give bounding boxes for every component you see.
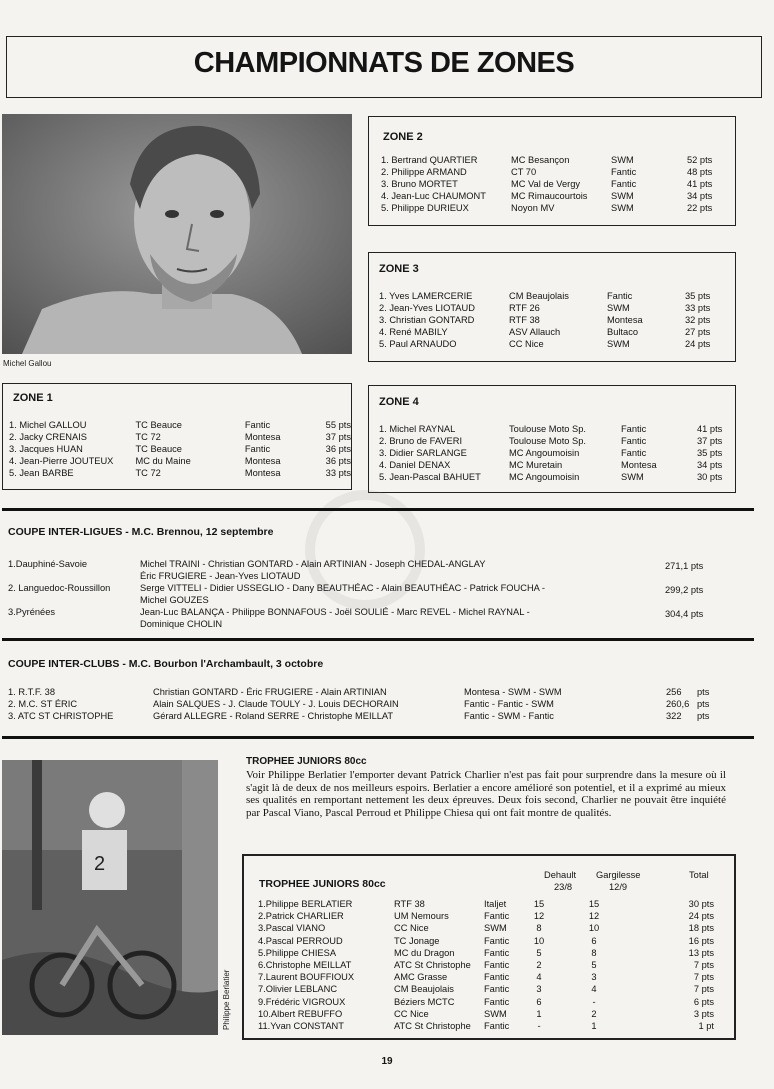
trophee-bike: Fantic [484, 960, 510, 970]
trophee-rider: 4.Pascal PERROUD [258, 935, 343, 946]
zone-club: TC 72 [135, 468, 161, 478]
trophee-total: 16 pts [688, 935, 714, 946]
club-score: 256 [666, 687, 682, 697]
club-unit: pts [697, 687, 710, 697]
trophee-rider: 7.Olivier LEBLANC [258, 984, 338, 995]
club-unit: pts [697, 699, 710, 709]
zone-bike: Bultaco [607, 327, 639, 337]
zone1-table [9, 419, 351, 479]
zone-bike: Montesa [244, 432, 281, 442]
zone-points: 33 pts [685, 303, 711, 313]
zone-club: TC Beauce [135, 420, 182, 430]
section-rule [2, 638, 754, 641]
ligue-riders: Éric FRUGIERE - Jean-Yves LIOTAUD [140, 571, 301, 581]
zone-row [9, 455, 351, 467]
trophee-bike: Fantic [484, 984, 510, 995]
zone-bike: Montesa [621, 460, 657, 470]
zone-points: 30 pts [697, 472, 723, 482]
trophee-rider: 5.Philippe CHIESA [258, 947, 337, 958]
trophee-bike: Fantic [484, 1021, 510, 1031]
zone1-box [2, 383, 352, 490]
trophee-gargilesse: 3 [591, 972, 597, 983]
club-bikes: Fantic - Fantic - SWM [464, 699, 554, 709]
trophee-total: 7 pts [693, 984, 714, 995]
zone-club: CT 70 [511, 167, 537, 177]
zone2-box [368, 116, 736, 226]
trophee-bike: Fantic [484, 935, 510, 946]
trophee-bike: Fantic [484, 972, 510, 983]
zone-rider: 2. Jacky CRENAIS [9, 432, 88, 442]
zone-club: ASV Allauch [509, 327, 561, 337]
trophee-total: 30 pts [688, 899, 714, 909]
trophee-rider: 2.Patrick CHARLIER [258, 911, 344, 922]
club-bikes: Fantic - SWM - Fantic [464, 711, 554, 721]
trophee-table-box [242, 854, 736, 1040]
trophee-dehault: 3 [536, 984, 542, 995]
trophee-rider: 7.Laurent BOUFFIOUX [258, 972, 355, 983]
zone-points: 24 pts [685, 339, 711, 349]
trophee-rider: 11.Yvan CONSTANT [258, 1021, 344, 1031]
zone-row [9, 467, 351, 479]
zone-row [379, 423, 722, 435]
trophee-dehault: 4 [536, 972, 542, 983]
zone-bike: SWM [607, 339, 630, 349]
club-name: 3. ATC ST CHRISTOPHE [8, 711, 114, 721]
zone-bike: Fantic [611, 179, 637, 189]
zone-row [379, 447, 722, 459]
trophee-heading: TROPHEE JUNIORS 80cc [246, 756, 367, 767]
trophee-club: CM Beaujolais [394, 984, 454, 995]
trophee-dehault: - [537, 1021, 541, 1031]
zone-rider: 3. Christian GONTARD [379, 315, 475, 325]
zone-club: TC Beauce [135, 444, 182, 454]
zone-row [379, 459, 722, 471]
zone-bike: Fantic [244, 420, 271, 430]
zone4-box [368, 385, 736, 493]
zone-row [379, 302, 710, 314]
zone1-title: ZONE 1 [13, 392, 53, 404]
zone-rider: 4. Jean-Luc CHAUMONT [381, 191, 486, 201]
zone-points: 33 pts [325, 468, 351, 478]
zone-club: CM Beaujolais [509, 291, 569, 301]
zone-row [381, 190, 712, 202]
trophee-rider: 10.Albert REBUFFO [258, 1008, 343, 1019]
zone-points: 35 pts [697, 448, 723, 458]
ligue-team: 3.Pyrénées [8, 607, 56, 617]
zone-row [381, 166, 712, 178]
zone-rider: 5. Paul ARNAUDO [379, 339, 457, 349]
trophee-dehault: 10 [533, 935, 545, 946]
col-dehault-date: 23/8 [554, 882, 573, 892]
zone-club: Toulouse Moto Sp. [509, 424, 587, 434]
trophee-bike: Italjet [484, 899, 507, 909]
watermark-logo [290, 480, 440, 620]
club-name: 1. R.T.F. 38 [8, 687, 56, 697]
zone-club: Toulouse Moto Sp. [509, 436, 587, 446]
trophee-gargilesse: 10 [588, 923, 600, 934]
zone-points: 41 pts [697, 424, 723, 434]
zone-points: 34 pts [697, 460, 723, 470]
trophee-paragraph: Voir Philippe Berlatier l'emporter devant Patrick Charlier n'est pas fait pour surprendre dans la mesure où il s'agit là de deux de nos meilleurs espoirs. Berlatier a encore amélioré son potentiel, et il a exprimé au mieux ses qualités en remportant nettement les deux épreuves. Deux fois second, Charlier ne pouvait être inquiété par Pascal Viano, Pascal Perroud et Philippe Chiesa qui ont fait montre de qualités. [246, 769, 726, 819]
coupe-clubs-title: COUPE INTER-CLUBS - M.C. Bourbon l'Archambault, 3 octobre [8, 658, 324, 670]
trophee-total: 1 pt [698, 1021, 714, 1031]
zone-club: MC du Maine [135, 456, 191, 466]
zone2-title: ZONE 2 [383, 131, 423, 143]
coupe-ligues-title: COUPE INTER-LIGUES - M.C. Brennou, 12 septembre [8, 526, 274, 538]
zone-bike: Fantic [244, 444, 271, 454]
zone-rider: 3. Jacques HUAN [9, 444, 83, 454]
zone-row [381, 178, 712, 190]
trophee-club: CC Nice [394, 1008, 429, 1019]
section-rule [2, 736, 754, 739]
trophee-total: 13 pts [688, 947, 714, 958]
zone-bike: Fantic [607, 291, 633, 301]
zone-points: 52 pts [687, 155, 713, 165]
trophee-total: 18 pts [688, 923, 714, 934]
trophee-dehault: 8 [536, 923, 542, 934]
trophee-bike: Fantic [484, 947, 510, 958]
title-frame [6, 36, 762, 98]
ligue-riders: Michel GOUZES [140, 595, 209, 605]
trophee-rider: 9.Frédéric VIGROUX [258, 996, 346, 1007]
zone3-table [379, 290, 710, 350]
club-unit: pts [697, 711, 710, 721]
zone-bike: SWM [607, 303, 630, 313]
zone-points: 36 pts [325, 456, 351, 466]
trophee-bike: Fantic [484, 911, 510, 922]
trophee-rider: 3.Pascal VIANO [258, 923, 326, 934]
col-gargilesse-date: 12/9 [609, 882, 628, 892]
trophee-dehault: 5 [536, 947, 542, 958]
zone-points: 22 pts [687, 203, 713, 213]
trophee-club: Béziers MCTC [394, 996, 455, 1007]
zone-points: 41 pts [687, 179, 713, 189]
page-number: 19 [381, 1056, 393, 1067]
zone-rider: 5. Jean-Pascal BAHUET [379, 472, 481, 482]
trophee-total: 7 pts [693, 960, 714, 970]
trophee-club: MC du Dragon [394, 947, 455, 958]
trophee-gargilesse: 1 [591, 1021, 597, 1031]
ligue-team: 1.Dauphiné-Savoie [8, 559, 88, 569]
trophee-club: AMC Grasse [394, 972, 448, 983]
zone-bike: SWM [621, 472, 644, 482]
zone-row [381, 202, 712, 214]
zone-row [379, 435, 722, 447]
trophee-total: 6 pts [693, 996, 714, 1007]
zone-rider: 2. Jean-Yves LIOTAUD [379, 303, 475, 313]
zone-club: CC Nice [509, 339, 544, 349]
zone-rider: 4. Daniel DENAX [379, 460, 451, 470]
trophee-gargilesse: 5 [591, 960, 597, 970]
col-dehault: Dehault [544, 870, 577, 880]
zone-club: RTF 26 [509, 303, 540, 313]
ligue-score: 304,4 pts [665, 609, 704, 619]
page-title: CHAMPIONNATS DE ZONES [193, 47, 575, 79]
zone-row [379, 314, 710, 326]
trophee-total: 7 pts [693, 972, 714, 983]
zone-points: 34 pts [687, 191, 713, 201]
zone-rider: 1. Michel GALLOU [9, 420, 87, 430]
zone-points: 32 pts [685, 315, 711, 325]
zone-bike: Fantic [621, 448, 647, 458]
club-riders: Alain SALQUES - J. Claude TOULY - J. Louis DECHORAIN [153, 699, 399, 709]
zone-points: 35 pts [685, 291, 711, 301]
zone-row [381, 154, 712, 166]
zone-rider: 5. Philippe DURIEUX [381, 203, 469, 213]
rider-photo [2, 760, 218, 1035]
trophee-gargilesse: 6 [591, 935, 597, 946]
photo-caption: Michel Gallou [3, 359, 52, 368]
ligue-riders: Jean-Luc BALANÇA - Philippe BONNAFOUS - Joël SOULIÉ - Marc REVEL - Michel RAYNAL - [140, 607, 530, 617]
zone4-table [379, 423, 722, 483]
ligue-team: 2. Languedoc-Roussillon [8, 583, 111, 593]
trophee-rider: 6.Christophe MEILLAT [258, 960, 352, 970]
trophee-table-title: TROPHEE JUNIORS 80cc [259, 878, 386, 890]
trophee-gargilesse: - [592, 996, 596, 1007]
zone-rider: 2. Bruno de FAVERI [379, 436, 463, 446]
trophee-total: 3 pts [693, 1008, 714, 1019]
zone-points: 36 pts [325, 444, 351, 454]
rider-photo-caption: Philippe Berlatier [222, 969, 231, 1030]
zone-bike: Montesa [244, 456, 281, 466]
zone-bike: Montesa [244, 468, 281, 478]
trophee-gargilesse: 12 [588, 911, 600, 922]
zone-club: Noyon MV [511, 203, 555, 213]
zone-row [9, 443, 351, 455]
club-score: 260,6 [666, 699, 690, 709]
zone-row [379, 338, 710, 350]
ligue-score: 271,1 pts [665, 561, 704, 571]
zone-points: 27 pts [685, 327, 711, 337]
trophee-club: ATC St Christophe [394, 960, 471, 970]
zone-bike: Fantic [621, 436, 647, 446]
trophee-bike: SWM [484, 923, 507, 934]
zone-bike: Montesa [607, 315, 643, 325]
trophee-dehault: 15 [533, 899, 545, 909]
ligue-score: 299,2 pts [665, 585, 704, 595]
zone-rider: 2. Philippe ARMAND [381, 167, 467, 177]
zone-club: MC Angoumoisin [509, 448, 580, 458]
trophee-dehault: 6 [536, 996, 542, 1007]
zone-bike: SWM [611, 191, 634, 201]
club-score: 322 [666, 711, 682, 721]
zone3-title: ZONE 3 [379, 263, 419, 275]
zone-rider: 4. René MABILY [379, 327, 448, 337]
zone-club: MC Rimaucourtois [511, 191, 588, 201]
zone-bike: SWM [611, 155, 634, 165]
trophee-gargilesse: 15 [588, 899, 600, 909]
trophee-gargilesse: 2 [591, 1008, 597, 1019]
zone-rider: 1. Bertrand QUARTIER [381, 155, 478, 165]
trophee-gargilesse: 4 [591, 984, 597, 995]
zone3-box [368, 252, 736, 362]
zone-club: MC Besançon [511, 155, 570, 165]
trophee-dehault: 12 [533, 911, 545, 922]
zone-club: MC Angoumoisin [509, 472, 580, 482]
trophee-club: ATC St Christophe [394, 1021, 471, 1031]
ligue-riders: Serge VITTELI - Didier USSEGLIO - Dany BEAUTHÉAC - Alain BEAUTHÉAC - Patrick FOUCHA - [140, 583, 546, 593]
trophee-club: UM Nemours [394, 911, 449, 922]
zone-row [9, 431, 351, 443]
zone-rider: 5. Jean BARBE [9, 468, 74, 478]
trophee-total: 24 pts [688, 911, 714, 922]
zone-points: 37 pts [697, 436, 723, 446]
trophee-bike: SWM [484, 1008, 507, 1019]
zone-bike: Fantic [611, 167, 637, 177]
trophee-rider: 1.Philippe BERLATIER [258, 899, 353, 909]
trophee-gargilesse: 8 [591, 947, 597, 958]
col-gargilesse: Gargilesse [596, 870, 641, 880]
ligue-riders: Michel TRAINI - Christian GONTARD - Alain ARTINIAN - Joseph CHEDAL-ANGLAY [140, 559, 486, 569]
zone-club: MC Val de Vergy [511, 179, 581, 189]
zone-points: 37 pts [325, 432, 351, 442]
zone-rider: 1. Michel RAYNAL [379, 424, 456, 434]
zone-rider: 3. Didier SARLANGE [379, 448, 467, 458]
trophee-club: CC Nice [394, 923, 429, 934]
zone-rider: 3. Bruno MORTET [381, 179, 458, 189]
zone-club: TC 72 [135, 432, 161, 442]
zone2-table [381, 154, 712, 214]
zone-points: 48 pts [687, 167, 713, 177]
svg-text:2: 2 [94, 853, 106, 875]
portrait-photo [2, 114, 352, 354]
zone-row [379, 290, 710, 302]
zone-row [379, 326, 710, 338]
zone4-title: ZONE 4 [379, 396, 419, 408]
club-bikes: Montesa - SWM - SWM [464, 687, 562, 697]
club-name: 2. M.C. ST ÉRIC [8, 699, 78, 709]
trophee-club: RTF 38 [394, 899, 425, 909]
section-rule [2, 508, 754, 511]
zone-bike: SWM [611, 203, 634, 213]
zone-bike: Fantic [621, 424, 647, 434]
club-riders: Gérard ALLEGRE - Roland SERRE - Christophe MEILLAT [153, 711, 394, 721]
ligue-riders: Dominique CHOLIN [140, 619, 223, 629]
zone-row [9, 419, 351, 431]
trophee-club: TC Jonage [394, 935, 440, 946]
col-total: Total [689, 870, 709, 880]
trophee-dehault: 1 [536, 1008, 542, 1019]
zone-rider: 1. Yves LAMERCERIE [379, 291, 473, 301]
zone-rider: 4. Jean-Pierre JOUTEUX [9, 456, 114, 466]
trophee-dehault: 2 [536, 960, 542, 970]
trophee-bike: Fantic [484, 996, 510, 1007]
club-riders: Christian GONTARD - Éric FRUGIERE - Alain ARTINIAN [153, 687, 387, 697]
zone-points: 55 pts [325, 420, 351, 430]
zone-club: RTF 38 [509, 315, 540, 325]
zone-club: MC Muretain [509, 460, 563, 470]
